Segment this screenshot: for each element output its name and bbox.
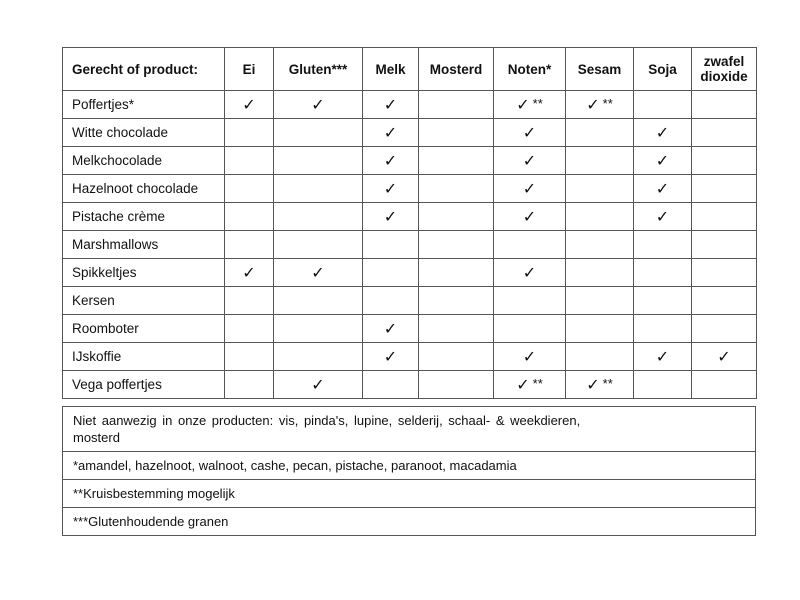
check-icon: ✓	[634, 175, 692, 203]
empty-cell	[566, 119, 634, 147]
product-name-cell: Spikkeltjes	[63, 259, 225, 287]
check-icon: ✓	[634, 343, 692, 371]
product-name-cell: Hazelnoot chocolade	[63, 175, 225, 203]
check-icon: ✓	[586, 376, 600, 394]
check-icon: ✓	[634, 119, 692, 147]
column-header-label: Soja	[648, 61, 677, 77]
product-name-cell: Witte chocolade	[63, 119, 225, 147]
table-row	[63, 147, 757, 175]
column-header	[692, 48, 757, 91]
check-icon: ✓	[274, 91, 363, 119]
product-name-cell: Poffertjes*	[63, 91, 225, 119]
empty-cell	[419, 119, 494, 147]
check-icon: ✓	[274, 371, 363, 399]
column-header-label: Gerecht of product:	[72, 61, 199, 77]
check-icon: ✓	[363, 343, 419, 371]
empty-cell	[225, 147, 274, 175]
check-icon: ✓	[494, 147, 566, 175]
check-icon: ✓	[494, 343, 566, 371]
note-text: **Kruisbestemming mogelijk	[63, 480, 756, 508]
check-icon: ✓	[516, 96, 530, 114]
notes-body	[63, 407, 756, 536]
column-header	[634, 48, 692, 91]
column-header	[494, 48, 566, 91]
check-icon: ✓	[363, 119, 419, 147]
empty-cell	[419, 287, 494, 315]
check-icon: ✓	[516, 376, 530, 394]
empty-cell	[419, 371, 494, 399]
empty-cell	[494, 315, 566, 343]
check-icon: ✓	[586, 96, 600, 114]
empty-cell	[363, 259, 419, 287]
empty-cell	[692, 371, 757, 399]
product-name-cell: IJskoffie	[63, 343, 225, 371]
product-name-cell: Marshmallows	[63, 231, 225, 259]
empty-cell	[225, 315, 274, 343]
note-row	[63, 508, 756, 536]
empty-cell	[225, 371, 274, 399]
empty-cell	[225, 119, 274, 147]
check-icon: ✓	[274, 259, 363, 287]
empty-cell	[692, 147, 757, 175]
empty-cell	[566, 203, 634, 231]
check-icon: ✓	[692, 343, 757, 371]
empty-cell	[225, 203, 274, 231]
cross-contamination-note: **	[602, 95, 613, 111]
column-header	[419, 48, 494, 91]
empty-cell	[225, 231, 274, 259]
table-header-row	[63, 48, 757, 91]
column-header-label: Mosterd	[429, 61, 483, 77]
empty-cell	[494, 231, 566, 259]
check-icon: ✓	[494, 203, 566, 231]
empty-cell	[363, 231, 419, 259]
allergen-mark-cell	[494, 91, 566, 119]
column-header-label: zwafel	[703, 54, 745, 69]
empty-cell	[419, 91, 494, 119]
empty-cell	[419, 147, 494, 175]
empty-cell	[634, 287, 692, 315]
product-name-cell: Pistache crème	[63, 203, 225, 231]
check-icon: ✓	[634, 147, 692, 175]
table-row	[63, 343, 757, 371]
check-icon: ✓	[363, 147, 419, 175]
empty-cell	[363, 371, 419, 399]
empty-cell	[274, 315, 363, 343]
table-row	[63, 231, 757, 259]
cross-contamination-note: **	[532, 95, 543, 111]
empty-cell	[692, 315, 757, 343]
empty-cell	[634, 91, 692, 119]
column-header-label: Sesam	[577, 61, 622, 77]
column-header	[566, 48, 634, 91]
note-text: *amandel, hazelnoot, walnoot, cashe, pecan, pistache, paranoot, macadamia	[63, 452, 756, 480]
table-row	[63, 91, 757, 119]
empty-cell	[274, 203, 363, 231]
empty-cell	[225, 175, 274, 203]
column-header	[363, 48, 419, 91]
empty-cell	[419, 203, 494, 231]
note-row	[63, 452, 756, 480]
empty-cell	[363, 287, 419, 315]
note-text: Niet aanwezig in onze producten: vis, pinda's, lupine, selderij, schaal- & weekdieren, mosterd	[63, 407, 756, 452]
column-header-label: Noten*	[507, 61, 552, 77]
empty-cell	[692, 259, 757, 287]
empty-cell	[692, 91, 757, 119]
table-row	[63, 259, 757, 287]
check-icon: ✓	[225, 91, 274, 119]
column-header	[225, 48, 274, 91]
column-header	[274, 48, 363, 91]
empty-cell	[634, 371, 692, 399]
table-row	[63, 203, 757, 231]
empty-cell	[566, 175, 634, 203]
product-name-cell: Melkchocolade	[63, 147, 225, 175]
product-name-cell: Roomboter	[63, 315, 225, 343]
empty-cell	[692, 175, 757, 203]
empty-cell	[634, 231, 692, 259]
product-name-cell: Kersen	[63, 287, 225, 315]
empty-cell	[419, 175, 494, 203]
check-icon: ✓	[363, 203, 419, 231]
empty-cell	[225, 287, 274, 315]
note-text: ***Glutenhoudende granen	[63, 508, 756, 536]
empty-cell	[274, 119, 363, 147]
table-row	[63, 371, 757, 399]
check-icon: ✓	[494, 259, 566, 287]
note-row	[63, 407, 756, 452]
check-icon: ✓	[363, 91, 419, 119]
empty-cell	[274, 231, 363, 259]
empty-cell	[692, 119, 757, 147]
empty-cell	[419, 315, 494, 343]
column-header-label: Gluten***	[288, 61, 348, 77]
cross-contamination-note: **	[602, 375, 613, 391]
check-icon: ✓	[363, 175, 419, 203]
empty-cell	[566, 231, 634, 259]
check-icon: ✓	[634, 203, 692, 231]
empty-cell	[566, 147, 634, 175]
table-row	[63, 175, 757, 203]
empty-cell	[274, 175, 363, 203]
column-header-label: dioxide	[700, 69, 748, 84]
empty-cell	[419, 259, 494, 287]
check-icon: ✓	[363, 315, 419, 343]
empty-cell	[634, 259, 692, 287]
empty-cell	[692, 231, 757, 259]
table-row	[63, 315, 757, 343]
allergen-mark-cell	[566, 91, 634, 119]
product-name-cell: Vega poffertjes	[63, 371, 225, 399]
empty-cell	[692, 203, 757, 231]
allergen-table	[62, 47, 757, 399]
note-row	[63, 480, 756, 508]
column-header-label: Melk	[375, 61, 406, 77]
empty-cell	[225, 343, 274, 371]
empty-cell	[634, 315, 692, 343]
empty-cell	[274, 147, 363, 175]
table-row	[63, 119, 757, 147]
check-icon: ✓	[225, 259, 274, 287]
notes-table	[62, 406, 756, 536]
table-row	[63, 287, 757, 315]
check-icon: ✓	[494, 175, 566, 203]
allergen-mark-cell	[566, 371, 634, 399]
empty-cell	[419, 343, 494, 371]
empty-cell	[419, 231, 494, 259]
empty-cell	[274, 343, 363, 371]
check-icon: ✓	[494, 119, 566, 147]
empty-cell	[692, 287, 757, 315]
allergen-mark-cell	[494, 371, 566, 399]
table-body	[63, 91, 757, 399]
cross-contamination-note: **	[532, 375, 543, 391]
column-header-product	[63, 48, 225, 91]
empty-cell	[566, 315, 634, 343]
column-header-label: Ei	[242, 61, 256, 77]
empty-cell	[566, 259, 634, 287]
empty-cell	[274, 287, 363, 315]
empty-cell	[566, 343, 634, 371]
empty-cell	[566, 287, 634, 315]
empty-cell	[494, 287, 566, 315]
